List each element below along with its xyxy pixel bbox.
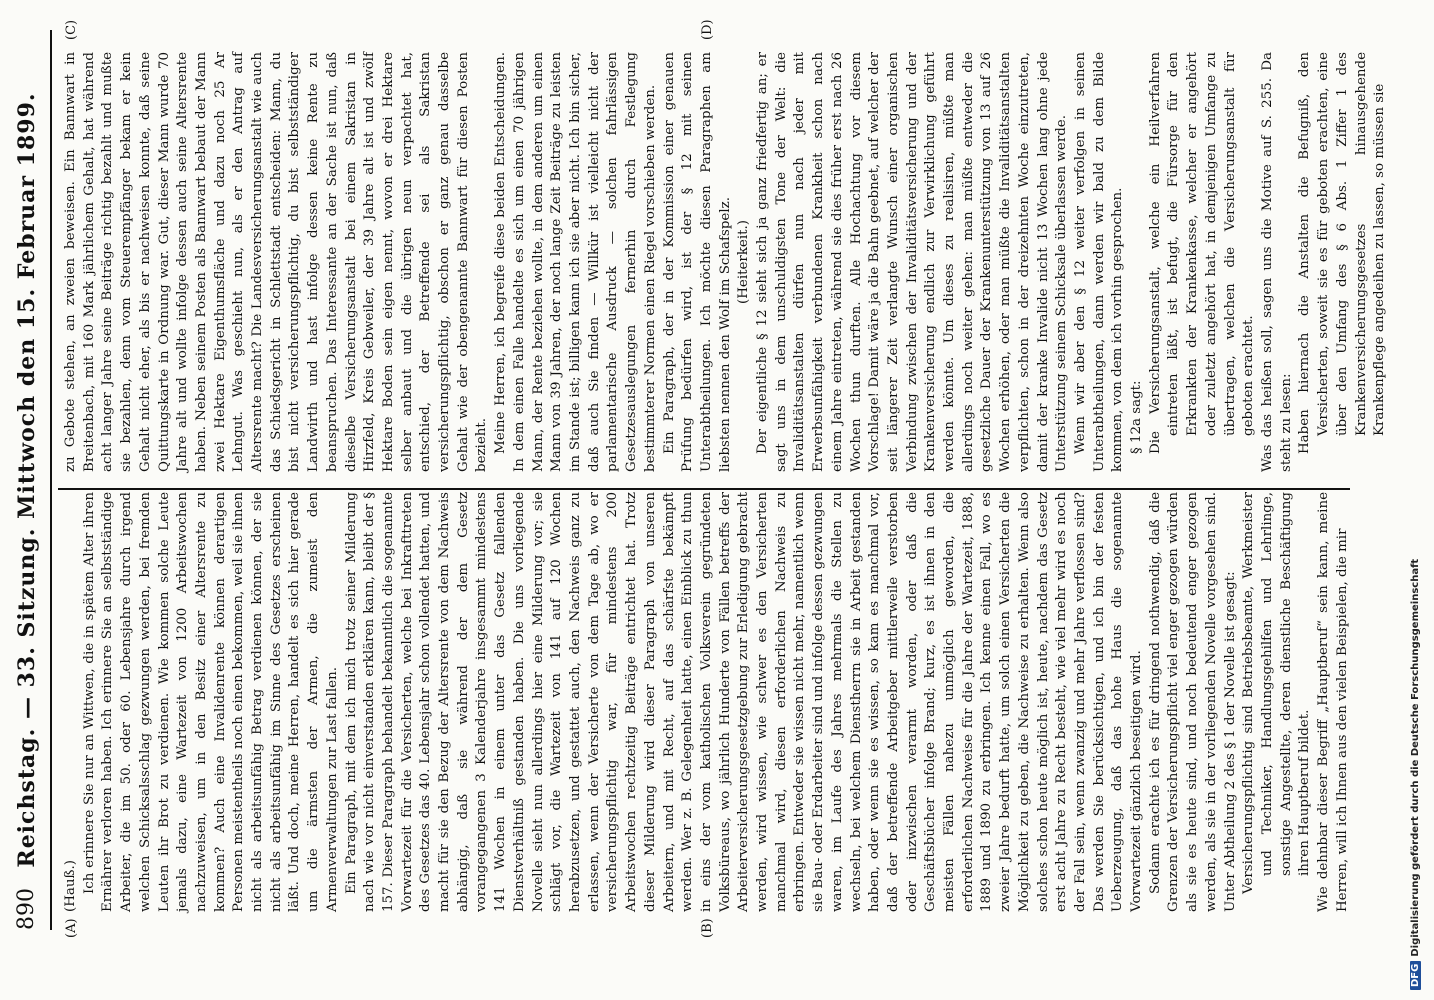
funding-note: Digitalisierung gefördert durch die Deutsche Forschungsgemeinschaft: [1410, 558, 1421, 957]
margin-mark-b: (B): [700, 918, 715, 938]
quoted-paragraph: Haben hiernach die Anstalten die Befugniß, den Versicherten, soweit sie es für geboten erachten, eine über den Umfang des § 6 Abs. 1 Ziffer 1 des Krankenversicherungsgesetzes hinausgehende Krankenpflege angedeihen zu lassen, so müssen sie: [1297, 52, 1388, 454]
paragraph: Sodann erachte ich es für dringend nothwendig, daß die Grenzen der Versicherungspflicht viel enger gezogen würden als sie es heute sind, und noch bedeutend enger gezogen werden, als sie in der vorliegenden Novelle vorgesehen sind. Unter Abtheilung 2 des § 1 der Novelle ist gesagt:: [1147, 492, 1238, 912]
dfg-logo: DFG: [1410, 961, 1421, 990]
left-column: [62, 492, 1362, 912]
right-column: [62, 52, 1388, 472]
header-rule: [50, 30, 52, 930]
margin-mark-c: (C): [64, 19, 79, 40]
page-number: 890: [14, 888, 39, 930]
paragraph: Ich erinnere Sie nur an Wittwen, die in spätem Alter ihren Ernährer verloren haben. Ich erinnere Sie an selbstständige Arbeiter, die im 50. oder 60. Lebensjahre durch irgend welchen Schicksalsschlag gezwungen werden, bei fremden Leuten ihr Brot zu verdienen. Wie kommen solche Leute jemals dazu, eine Wartezeit von 1200 Arbeitswochen nachzuweisen, um in den Besitz einer Altersrente zu kommen? Auch eine Invalidenrente können derartigen Personen meistentheils noch einen bekommen, weil sie ihnen nicht als arbeitsunfähig Betrag verdienen können, der sie nicht als arbeitsunfähig im Sinne des Gesetzes erscheinen läßt. Und doch, meine Herren, handelt es sich hier gerade um die ärmsten der Armen, die zumeist den Armenverwaltungen zur Last fallen.: [81, 492, 340, 912]
paragraph: Ein Paragraph, der in der Kommission einer genauen Prüfung bedürfen wird, ist der § 12 mit seinen Unterabtheilungen. Ich möchte diesen Paragraphen am liebsten nennen den Wolf im Schafspelz.: [661, 52, 733, 472]
paragraph: Wenn wir aber den § 12 weiter verfolgen in seinen Unterabtheilungen, dann werden wir bald zu dem Bilde kommen, von dem ich vorhin gesprochen.: [1072, 52, 1126, 472]
digitization-note: [1408, 10, 1428, 990]
speaker-tag: (Hauß.): [63, 860, 78, 912]
quoted-paragraph: Die Versicherungsanstalt, welche ein Heilverfahren eintreten läßt, ist befugt, die Fürsorge für den Erkrankten der Krankenkasse, welcher er angehört oder zuletzt angehört hat, in demjenigen Umfange zu übertragen, welchen die Versicherungsanstalt für geboten erachtet.: [1147, 52, 1257, 454]
paragraph: § 12a sagt:: [1129, 380, 1145, 454]
paragraph: Ein Paragraph, mit dem ich mich trotz seiner Milderung nach wie vor nicht einverstanden erklären kann, bleibt der § 157. Dieser Paragraph behandelt bekanntlich die sogenannte Vorwartezeit für die Versicherten, welche bei Inkrafttreten des Gesetzes das 40. Lebensjahr schon vollendet hatten, und macht für sie den Bezug der Altersrente von dem Nachweis abhängig, daß sie während der dem Gesetz vorangegangenen 3 Kalenderjahre insgesammt mindestens 141 Wochen in einem unter das Gesetz fallenden Dienstverhältniß gestanden haben. Die uns vorliegende Novelle sieht nun allerdings hier eine Milderung vor; sie schlägt vor, die Wartezeit von 141 auf 120 Wochen herabzusetzen, und gestattet auch, den Nachweis ganz zu erlassen, wenn der Versicherte von dem Tage ab, wo er versicherungspflichtig war, für mindestens 200 Arbeitswochen rechtzeitig Beiträge entrichtet hat. Trotz dieser Milderung wird dieser Paragraph von unseren Arbeitern, und mit Recht, auf das schärfste bekämpft werden. Wer z. B. Gelegenheit hatte, einen Einblick zu thun in eins der vom katholischen Volksverein gegründeten Volksbüreaus, wo jährlich Hunderte von Fällen betreffs der Arbeiterversicherungsgesetzgebung zur Erledigung gebracht werden, wird wissen, wie schwer es den Versicherten manchmal wird, diesen erforderlichen Nachweis zu erbringen. Entweder sie wissen nicht mehr, namentlich wenn sie Bau- oder Erdarbeiter sind und infolge dessen gezwungen waren, im Laufe des Jahres mehrmals die Stellen zu wechseln, bei welchem Dienstherrn sie in Arbeit gestanden haben, oder wenn sie es wissen, so kam es manchmal vor, daß der betreffende Arbeitgeber mittlerweile verstorben oder inzwischen verarmt worden, oder daß die Geschäftsbücher infolge Brand; kurz, es ist ihnen in den meisten Fällen nahezu unmöglich geworden, die erforderlichen Nachweise für die Jahre der Wartezeit, 1888, 1889 und 1890 zu erbringen. Ich kenne einen Fall, wo es zweier Jahre bedurft hatte, um solch einen Versicherten die Möglichkeit zu geben, die Nachweise zu erhalten. Wenn also solches schon heute möglich ist, heute, nachdem das Gesetz erst acht Jahre zu Recht besteht, wie viel mehr wird es noch der Fall sein, wenn zwanzig und mehr Jahre verflossen sind? Das werden Sie berücksichtigen, und ich bin der festen Ueberzeugung, daß das hohe Haus die sogenannte Vorwartezeit gänzlich beseitigen wird.: [343, 492, 1145, 912]
margin-mark-d: (D): [700, 19, 715, 40]
paragraph: Wie dehnbar dieser Begriff „Hauptberuf“ sein kann, meine Herren, will ich Ihnen aus den vielen Beispielen, die mir: [1316, 492, 1350, 912]
paragraph: Was das heißen soll, sagen uns die Motive auf S. 255. Da steht zu lesen:: [1260, 52, 1294, 472]
digitization-text: [1410, 10, 1428, 990]
margin-mark-a: (A): [64, 918, 79, 938]
paragraph: Der eigentliche § 12 sieht sich ja ganz friedfertig an; er sagt uns in dem unschuldigsten Tone der Welt: die Invaliditätsanstalten dürfen nun nach jeder mit Erwerbsunfähigkeit verbundenen Krankheit schon nach einem Jahre eintreten, während sie dies früher erst nach 26 Wochen thun durften. Alle Hochachtung vor diesem Vorschlage! Damit wäre ja die Bahn geebnet, auf welcher der seit längerer Zeit verlangte Wunsch einer organischen Verbindung zwischen der Invaliditätsversicherung und der Krankenversicherung endlich zur Verwirklichung geführt werden könnte. Um dieses zu realisiren, müßte man allerdings noch weiter gehen: man müßte entweder die gesetzliche Dauer der Krankenunterstützung von 13 auf 26 Wochen erhöhen, oder man müßte die Invaliditätsanstalten verpflichten, schon in der dreizehnten Woche einzutreten, damit der kranke Invalide nicht 13 Wochen lang ohne jede Unterstützung seinem Schicksale überlassen werde.: [755, 52, 1070, 472]
paragraph: zu Gebote stehen, an zweien beweisen. Ein Bannwart in Breitenbach, mit 160 Mark jährlichem Gehalt, hat während acht langer Jahre seine Beiträge richtig bezahlt und mußte sie bezahlen, denn vom Steuerempfänger bekam er kein Gehalt nicht eher, als bis er nachweisen konnte, daß seine Quittungskarte in Ordnung war. Gut, dieser Mann wurde 70 Jahre alt und wollte infolge dessen auch seine Altersrente haben. Neben seinem Posten als Bannwart bebaut der Mann zwei Hektare Eigenthumsfläche und dazu noch 25 Ar Lehngut. Was geschieht nun, als er den Antrag auf Altersrente macht? Die Landesversicherungsanstalt wie auch das Schiedsgericht in Schlettstadt entscheiden: Mann, du bist nicht versicherungspflichtig, du bist selbstständiger Landwirth und hast infolge dessen keine Rente zu beanspruchen. Das Interessante an der Sache ist nun, daß dieselbe Versicherungsanstalt bei einem Sakristan in Hirzfeld, Kreis Gebweiler, der 39 Jahre alt ist und zwölf Hektare Boden sein eigen nennt, wovon er drei Hektare selber anbaut und die übrigen neun verpachtet hat, entschied, der Betreffende sei als Sakristan versicherungspflichtig, obschon er ganz genau dasselbe Gehalt wie der obengenannte Bannwart für diesen Posten bezieht.: [63, 52, 490, 472]
column-divider: [58, 488, 1350, 490]
running-title: Reichstag. — 33. Sitzung. Mittwoch den 15. Februar 1899.: [14, 92, 40, 868]
paragraph: Meine Herren, ich begreife diese beiden Entscheidungen. In dem einen Falle handelte es sich um einen 70 jährigen Mann, der Rente beziehen wollte, in dem anderen um einen Mann von 39 Jahren, der noch lange Zeit Beiträge zu leisten im Stande ist; billigen kann ich sie aber nicht. Ich bin sicher, daß auch Sie finden — Willkür ist vielleicht nicht der parlamentarische Ausdruck — solchen fahrlässigen Gesetzesauslegungen fernerhin durch Festlegung bestimmterer Normen einen Riegel vorschieben werden.: [493, 52, 658, 472]
interjection: (Heiterkeit.): [736, 220, 752, 304]
running-header: [14, 30, 44, 930]
quoted-paragraph: Versicherungspflichtig sind Betriebsbeamte, Werkmeister und Techniker, Handlungsgehilfen und Lehrlinge, sonstige Angestellte, deren dienstliche Beschäftigung ihren Hauptberuf bildet.: [1241, 492, 1313, 894]
